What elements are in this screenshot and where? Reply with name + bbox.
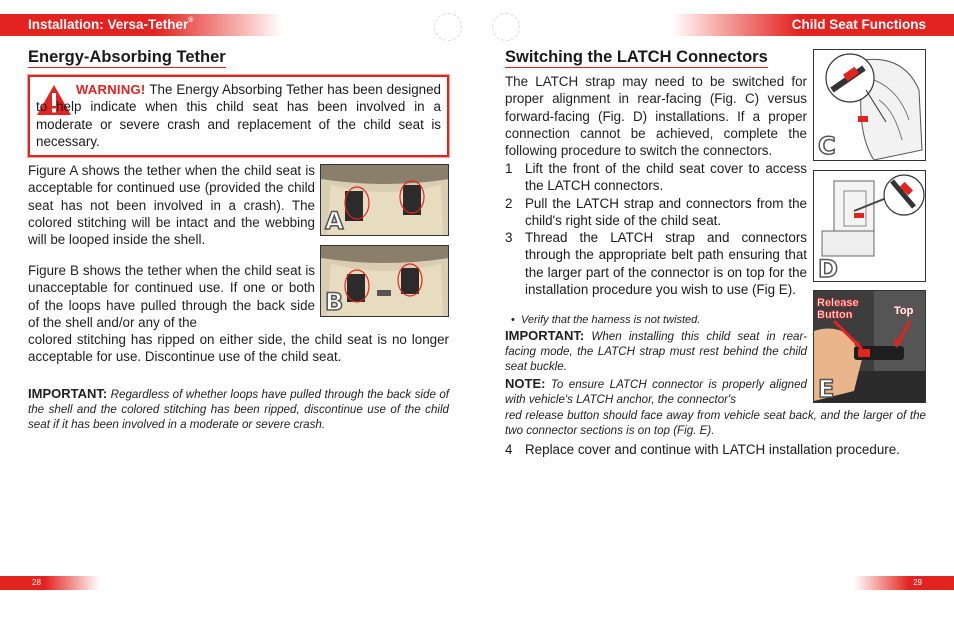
registered-mark: ®: [188, 17, 194, 24]
latch-steps: [505, 160, 807, 298]
bullet-icon: •: [511, 314, 521, 326]
left-important-label: IMPORTANT:: [28, 386, 108, 401]
left-important-note: [28, 387, 449, 432]
figure-b-description-part1: Figure B shows the tether when the child seat is unacceptable for continued use. If one or both of the loops have pulled through the back side of the shell and/or any of the: [28, 263, 315, 330]
figure-b-description-part2: colored stitching has ripped on either side, the child seat is no longer acceptable for use. Discontinue use of the child seat.: [28, 332, 449, 365]
figure-d-image: [813, 170, 926, 282]
warning-label: WARNING!: [76, 82, 146, 97]
harness-bullet: • Verify that the harness is not twisted.: [511, 314, 701, 326]
footer-right: [854, 576, 954, 590]
heading-energy-absorbing-tether: Energy-Absorbing Tether: [28, 48, 226, 66]
warning-body: The Energy Absorbing Tether has been designed to help indicate when this child seat has been involved in a moderate or severe crash and replacement of the child seat is necessary.: [36, 82, 441, 149]
right-important-text: When installing this child seat in rear-facing mode, the LATCH strap must rest behind the child seat buckle.: [505, 330, 807, 373]
section-title-right: Child Seat Functions: [791, 17, 926, 32]
figure-b-label: B: [325, 288, 344, 316]
section-title-left: Installation: Versa-Tether: [28, 17, 189, 32]
page-number-left: 28: [32, 578, 41, 587]
right-important-note: [505, 329, 807, 374]
note-part2: red release button should face away from vehicle seat back, and the larger of the two connector sections is on top (Fig. E).: [505, 409, 926, 437]
figure-e-release-button-label: Release Button: [817, 297, 859, 321]
figure-c-image: [813, 49, 926, 161]
figure-c-label: C: [818, 132, 836, 160]
right-important-label: IMPORTANT:: [505, 328, 585, 343]
figure-a-image: [320, 164, 449, 236]
registration-mark-right: [492, 13, 520, 41]
list-item: 2 Pull the LATCH strap and connectors from the child's right side of the child seat.: [505, 195, 807, 228]
figure-a-label: A: [325, 207, 344, 235]
figure-b-image: [320, 245, 449, 317]
left-important-text: Regardless of whether loops have pulled through the back side of the shell and the colored stitching has been ripped, discontinue use of the child seat if it has been involved in a moderate or severe crash.: [28, 388, 449, 431]
header-band-right: [672, 14, 954, 36]
list-item: 3 Thread the LATCH strap and connectors through the appropriate belt path ensuring that the larger part of the connector is on top for the installation procedure you wish to use (Fig E).: [505, 230, 807, 298]
latch-step-4: [505, 441, 926, 458]
figure-d-label: D: [818, 255, 838, 282]
latch-intro: The LATCH strap may need to be switched for proper alignment in rear-facing (Fig. C) versus forward-facing (Fig. D) installations. If a proper connection cannot be achieved, complete the following procedure to switch the connectors.: [505, 74, 807, 159]
note-part1: [505, 377, 807, 408]
figure-a-description: Figure A shows the tether when the child seat is acceptable for continued use (provided the child seat has not been involved in a crash). The colored stitching will be intact and the webbing will be looped inside the shell.: [28, 163, 315, 248]
figure-e-top-label: Top: [894, 305, 914, 317]
warning-text: [36, 81, 441, 150]
page-number-right: 29: [913, 578, 922, 587]
note-label: NOTE:: [505, 376, 546, 391]
footer-left: [0, 576, 100, 590]
list-item: 4 Replace cover and continue with LATCH installation procedure.: [505, 442, 900, 457]
figure-e-image: [813, 290, 926, 403]
registration-mark-left: [434, 13, 462, 41]
figure-e-label: E: [818, 375, 835, 403]
list-item: 1 Lift the front of the child seat cover to access the LATCH connectors.: [505, 161, 807, 194]
header-band-left: [0, 14, 282, 36]
note-text-part1: To ensure LATCH connector is properly aligned with vehicle's LATCH anchor, the connector's: [505, 378, 807, 406]
warning-box: [28, 75, 449, 157]
heading-switching-latch: Switching the LATCH Connectors: [505, 48, 768, 66]
